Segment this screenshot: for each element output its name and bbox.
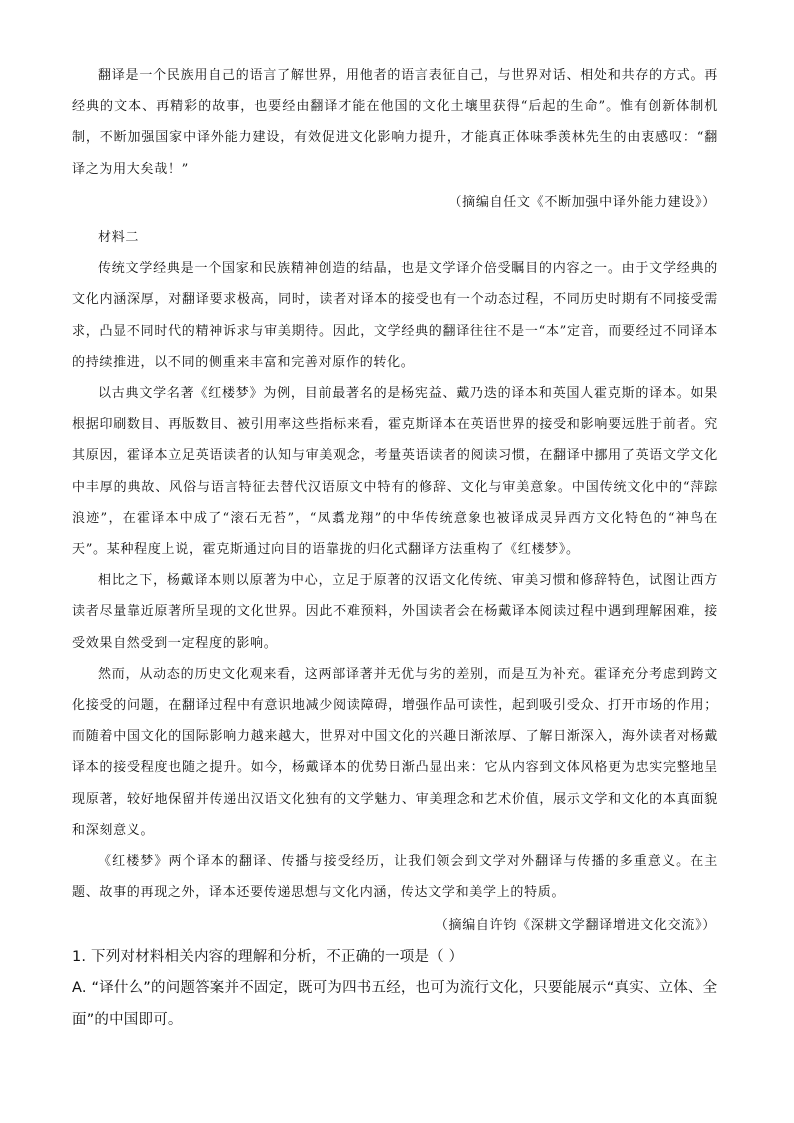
material-two-paragraph-3: 相比之下，杨戴译本则以原著为中心，立足于原著的汉语文化传统、审美习惯和修辞特色，试图让西方读者尽量靠近原著所呈现的文化世界。因此不难预料，外国读者会在杨戴译本阅读过程中遇到理解困难，接受效果自然受到一定程度的影响。 bbox=[72, 573, 718, 651]
question-option-a: A. “译什么”的问题答案并不固定，既可为四书五经，也可为流行文化，只要能展示“真实、立体、全面”的中国即可。 bbox=[72, 980, 718, 1028]
material-two-paragraph-5: 《红楼梦》两个译本的翻译、传播与接受经历，让我们领会到文学对外翻译与传播的多重意义。在主题、故事的再现之外，译本还要传递思想与文化内涵，传达文学和美学上的特质。 bbox=[72, 854, 718, 901]
material-two-paragraph-4: 然而，从动态的历史文化观来看，这两部译著并无优与劣的差别，而是互为补充。霍译充分考虑到跨文化接受的问题，在翻译过程中有意识地减少阅读障碍，增强作品可读性，起到吸引受众、打开市场的作用；而随着中国文化的国际影响力越来越大，世界对中国文化的兴趣日渐浓厚、了解日渐深入，海外读者对杨戴译本的接受程度也随之提升。如今，杨戴译本的优势日渐凸显出来：它从内容到文体风格更为忠实完整地呈现原著，较好地保留并传递出汉语文化独有的文学魅力、审美理念和艺术价值，展示文学和文化的本真面貌和深刻意义。 bbox=[72, 666, 718, 838]
material-one-paragraph: 翻译是一个民族用自己的语言了解世界，用他者的语言表征自己，与世界对话、相处和共存的方式。再经典的文本、再精彩的故事，也要经由翻译才能在他国的文化土壤里获得“后起的生命”。惟有创新体制机制，不断加强国家中译外能力建设，有效促进文化影响力提升，才能真正体味季羡林先生的由衷感叹：“翻译之为用大矣哉！” bbox=[72, 68, 718, 177]
material-two-paragraph-1: 传统文学经典是一个国家和民族精神创造的结晶，也是文学译介倍受瞩目的内容之一。由于文学经典的文化内涵深厚，对翻译要求极高，同时，读者对译本的接受也有一个动态过程，不同历史时期有不同接受需求，凸显不同时代的精神诉求与审美期待。因此，文学经典的翻译往往不是一“本”定音，而要经过不同译本的持续推进，以不同的侧重来丰富和完善对原作的转化。 bbox=[72, 261, 718, 370]
material-two-heading: 材料二 bbox=[98, 230, 140, 246]
material-two-paragraph-2: 以古典文学名著《红楼梦》为例，目前最著名的是杨宪益、戴乃迭的译本和英国人霍克斯的译本。如果根据印刷数目、再版数目、被引用率这些指标来看，霍克斯译本在英语世界的接受和影响要远胜于前者。究其原因，霍译本立足英语读者的认知与审美观念，考量英语读者的阅读习惯，在翻译中挪用了英语文学文化中丰厚的典故、风俗与语言特征去替代汉语原文中特有的修辞、文化与审美意象。中国传统文化中的“萍踪浪迹”，在霍译本中成了“滚石无苔”，“凤翥龙翔”的中华传统意象也被译成灵异西方文化特色的“神鸟在天”。某种程度上说，霍克斯通过向目的语靠拢的归化式翻译方法重构了《红楼梦》。 bbox=[72, 386, 718, 558]
material-one-source: （摘编自任文《不断加强中译外能力建设》） bbox=[448, 194, 716, 210]
exam-page bbox=[72, 60, 718, 1036]
question-stem: 1. 下列对材料相关内容的理解和分析，不正确的一项是（ ） bbox=[72, 948, 464, 965]
material-two-source: （摘编自许钧《深耕文学翻译增进文化交流》） bbox=[434, 918, 716, 934]
